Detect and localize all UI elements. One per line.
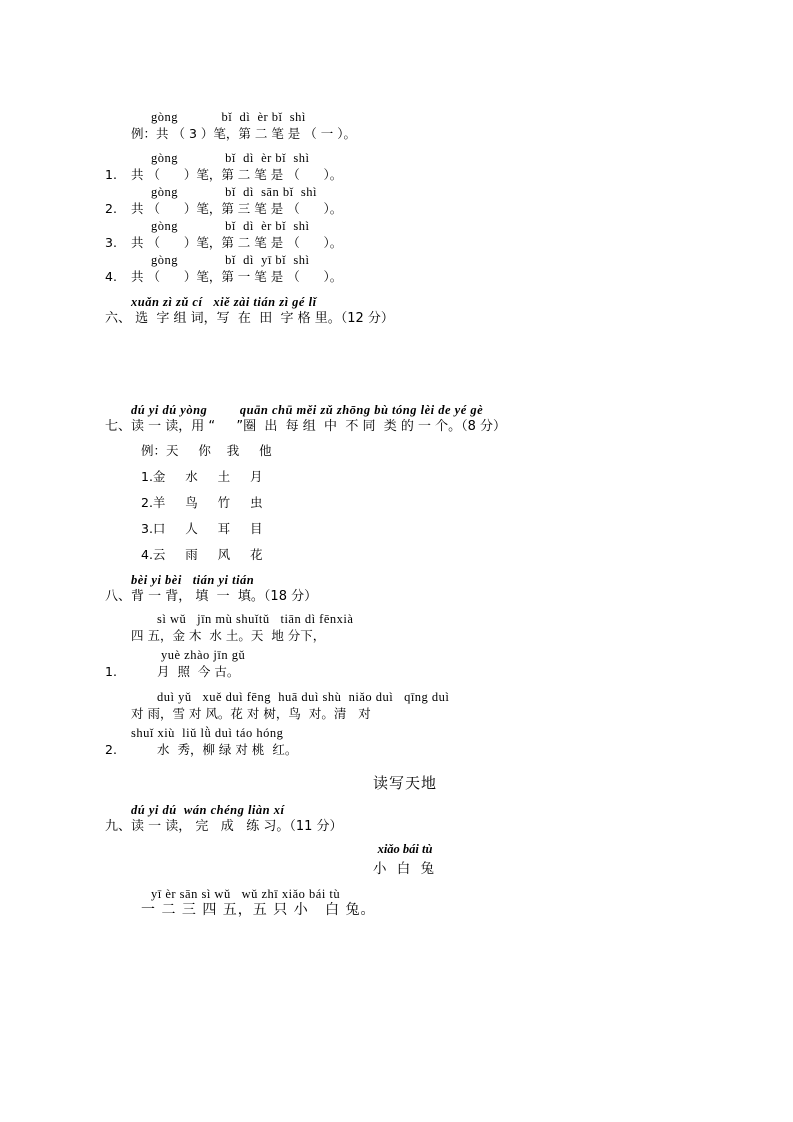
spacer	[105, 144, 705, 151]
stroke-item-hanzi[interactable]: 共 （ ）笔，第 二 笔 是 （ ）。	[131, 235, 343, 250]
passage-body-pinyin: yī èr sān sì wǔ wǔ zhī xiǎo bái tù	[151, 887, 341, 901]
exercise-8-item-number: 2.	[105, 742, 117, 757]
exercise-8-line-hanzi[interactable]: 月 照 今 古。	[157, 664, 240, 679]
exercise-6-pinyin: xuǎn zì zǔ cí xiě zài tián zì gé lǐ	[131, 295, 317, 309]
exercise-8-line-pinyin: yuè zhào jīn gǔ	[161, 648, 246, 662]
exercise-9-hanzi: 九、读 一 读， 完 成 练 习。（11 分）	[105, 819, 343, 834]
exercise-7-item[interactable]: 1.金 水 土 月	[141, 469, 263, 484]
spacer	[105, 605, 705, 612]
reading-passage	[105, 842, 705, 919]
stroke-example	[105, 110, 705, 142]
exercise-8-heading	[105, 573, 705, 605]
stroke-item-row	[105, 268, 705, 285]
exercise-8-pinyin: bèi yi bèi tián yi tián	[131, 573, 255, 587]
exercise-6-hanzi: 六、 选 字 组 词，写 在 田 字 格 里。（12 分）	[105, 311, 394, 326]
exercise-8-line-pinyin: shuǐ xiù liǔ lǜ duì táo hóng	[131, 726, 284, 740]
exercise-8-item-body	[131, 612, 705, 680]
exercise-8-line-hanzi[interactable]: 对 雨，雪 对 风。花 对 树，鸟 对。清 对	[131, 706, 371, 721]
stroke-item-pinyin: gòng bǐ dì èr bǐ shì	[151, 151, 310, 165]
exercise-7-item[interactable]: 4.云 雨 风 花	[141, 547, 263, 562]
stroke-item	[105, 151, 705, 183]
stroke-item-pinyin: gòng bǐ dì yī bǐ shì	[151, 253, 310, 267]
exercise-8-hanzi: 八、背 一 背， 填 一 填。（18 分）	[105, 589, 318, 604]
exercise-9-heading	[105, 803, 705, 835]
stroke-example-hanzi: 例：共 （ 3 ）笔，第 二 笔 是 （ 一 ）。	[131, 126, 356, 141]
exercise-7-hanzi: 七、读 一 读，用 “ ”圈 出 每 组 中 不 同 类 的 一 个。（8 分）	[105, 419, 507, 434]
exercise-8-item	[105, 690, 705, 758]
stroke-item-number: 1.	[105, 167, 117, 182]
stroke-item	[105, 253, 705, 285]
exercise-8-line-hanzi[interactable]: 水 秀，柳 绿 对 桃 红。	[157, 742, 298, 757]
spacer	[105, 835, 705, 842]
exercise-8-item-body	[131, 690, 705, 758]
passage-title-hanzi: 小 白 兔	[372, 861, 438, 877]
spacer	[105, 435, 705, 442]
stroke-item-row	[105, 200, 705, 217]
stroke-item-hanzi[interactable]: 共 （ ）笔，第 二 笔 是 （ ）。	[131, 167, 343, 182]
stroke-item-pinyin: gòng bǐ dì sān bǐ shì	[151, 185, 317, 199]
exercise-8-item	[105, 612, 705, 680]
exercise-8-line-pinyin: sì wǔ jīn mù shuǐtǔ tiān dì fēnxià	[157, 612, 354, 626]
exercise-6-answer-area[interactable]	[105, 327, 705, 393]
stroke-item-number: 3.	[105, 235, 117, 250]
stroke-item-hanzi[interactable]: 共 （ ）笔，第 一 笔 是 （ ）。	[131, 269, 343, 284]
stroke-example-pinyin: gòng bǐ dì èr bǐ shì	[151, 110, 306, 124]
exercise-7-pinyin: dú yi dú yòng quān chū měi zǔ zhōng bù tóng lèi de yé gè	[131, 403, 484, 417]
exercise-6-heading	[105, 295, 705, 327]
stroke-item-row	[105, 166, 705, 183]
exercise-7-item[interactable]: 2.羊 鸟 竹 虫	[141, 495, 263, 510]
passage-body-hanzi: 一 二 三 四 五，五 只 小 白 兔。	[141, 902, 376, 918]
worksheet-content	[105, 110, 705, 919]
passage-title-pinyin: xiǎo bái tù	[377, 842, 433, 856]
exercise-8-line-hanzi[interactable]: 四 五，金 木 水 土。天 地 分下，	[131, 628, 326, 643]
stroke-item	[105, 185, 705, 217]
stroke-item-pinyin: gòng bǐ dì èr bǐ shì	[151, 219, 310, 233]
stroke-item-number: 4.	[105, 269, 117, 284]
stroke-item-number: 2.	[105, 201, 117, 216]
exercise-9-pinyin: dú yi dú wán chéng liàn xí	[131, 803, 285, 817]
exercise-7-example: 例：天 你 我 他	[141, 443, 272, 458]
stroke-item-row	[105, 234, 705, 251]
stroke-item	[105, 219, 705, 251]
exercise-8-item-number: 1.	[105, 664, 117, 679]
exercise-7-heading	[105, 403, 705, 435]
part-title: 读写天地	[372, 774, 437, 792]
exercise-7-item[interactable]: 3.口 人 耳 目	[141, 521, 263, 536]
stroke-item-hanzi[interactable]: 共 （ ）笔，第 三 笔 是 （ ）。	[131, 201, 343, 216]
exercise-8-line-pinyin: duì yǔ xuě duì fēng huā duì shù niǎo duì qīng duì	[157, 690, 450, 704]
